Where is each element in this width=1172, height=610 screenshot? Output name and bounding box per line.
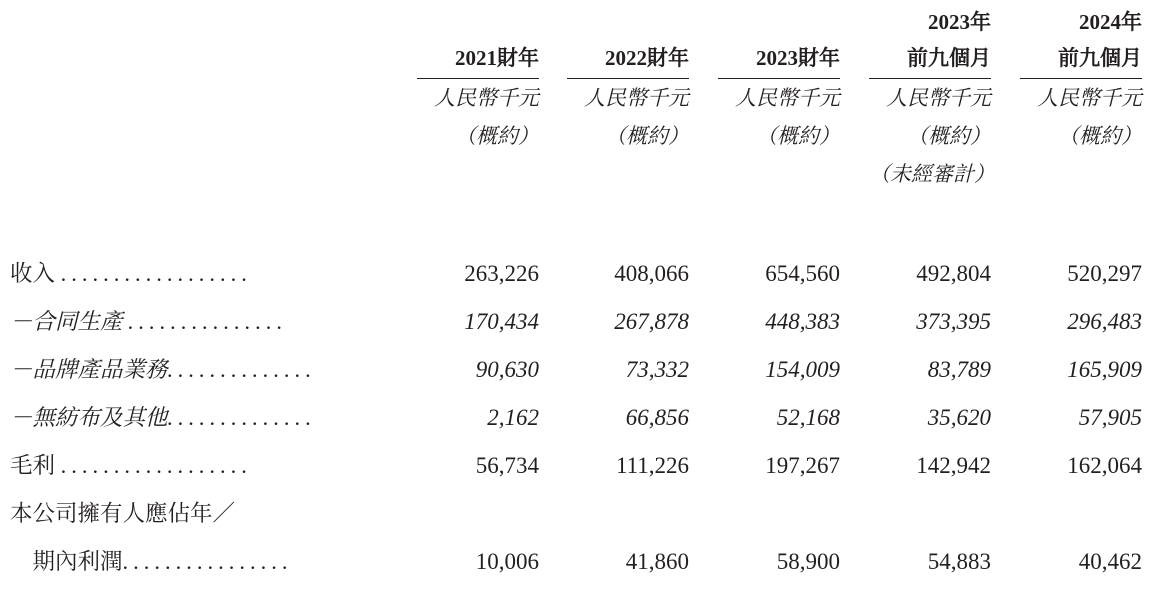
cell-contract-9m2024: 296,483 bbox=[1067, 309, 1142, 334]
row-label-gross-profit: 毛利 .................. bbox=[10, 453, 252, 478]
column-header-9m2023 bbox=[869, 6, 995, 193]
column-unit: 人民幣千元 bbox=[1037, 86, 1142, 110]
column-header-period: 2021財年 bbox=[455, 46, 539, 70]
column-unit: 人民幣千元 bbox=[735, 86, 840, 110]
cell-gross-profit-fy2021: 56,734 bbox=[475, 453, 539, 478]
row-label-profit-attributable-line1: 本公司擁有人應佔年／ bbox=[10, 501, 236, 526]
cell-net-profit-fy2021: 10,006 bbox=[475, 549, 539, 574]
row-label-contract-manufacturing: －合同生產 ............... bbox=[10, 309, 288, 334]
column-approx-note: （概約） bbox=[605, 124, 689, 148]
column-header-year: 2023年 bbox=[928, 10, 991, 34]
cell-nonwoven-fy2023: 52,168 bbox=[776, 405, 840, 430]
column-approx-note: （概約） bbox=[1058, 124, 1142, 148]
column-unaudited-note: （未經審計） bbox=[869, 162, 995, 186]
cell-branded-9m2023: 83,789 bbox=[927, 357, 991, 382]
cell-revenue-9m2023: 492,804 bbox=[916, 261, 991, 286]
cell-nonwoven-9m2024: 57,905 bbox=[1078, 405, 1142, 430]
row-label-nonwoven-other: －無紡布及其他.............. bbox=[10, 405, 317, 430]
column-header-period: 2023財年 bbox=[756, 46, 840, 70]
cell-gross-profit-9m2024: 162,064 bbox=[1067, 453, 1142, 478]
column-header-year: 2024年 bbox=[1079, 10, 1142, 34]
row-label-profit-attributable-line2: 期內利潤................ bbox=[10, 549, 293, 574]
cell-branded-fy2021: 90,630 bbox=[475, 357, 539, 382]
cell-revenue-fy2023: 654,560 bbox=[765, 261, 840, 286]
cell-revenue-fy2022: 408,066 bbox=[614, 261, 689, 286]
cell-gross-profit-9m2023: 142,942 bbox=[916, 453, 991, 478]
cell-net-profit-9m2024: 40,462 bbox=[1078, 549, 1142, 574]
cell-net-profit-fy2023: 58,900 bbox=[776, 549, 840, 574]
column-approx-note: （概約） bbox=[455, 124, 539, 148]
cell-gross-profit-fy2022: 111,226 bbox=[615, 453, 689, 478]
cell-branded-fy2022: 73,332 bbox=[625, 357, 689, 382]
cell-branded-fy2023: 154,009 bbox=[765, 357, 840, 382]
cell-gross-profit-fy2023: 197,267 bbox=[765, 453, 840, 478]
cell-nonwoven-fy2022: 66,856 bbox=[625, 405, 689, 430]
cell-net-profit-9m2023: 54,883 bbox=[927, 549, 991, 574]
row-label-revenue: 收入 .................. bbox=[10, 261, 252, 286]
column-header-period: 前九個月 bbox=[1058, 46, 1142, 70]
cell-contract-9m2023: 373,395 bbox=[916, 309, 991, 334]
column-header-fy2022 bbox=[567, 42, 689, 155]
cell-net-profit-fy2022: 41,860 bbox=[625, 549, 689, 574]
cell-contract-fy2023: 448,383 bbox=[765, 309, 840, 334]
row-label-branded-products: －品牌產品業務.............. bbox=[10, 357, 317, 382]
cell-contract-fy2021: 170,434 bbox=[464, 309, 539, 334]
column-unit: 人民幣千元 bbox=[434, 86, 539, 110]
column-header-9m2024 bbox=[1020, 6, 1142, 155]
column-approx-note: （概約） bbox=[907, 124, 991, 148]
cell-contract-fy2022: 267,878 bbox=[614, 309, 689, 334]
column-header-fy2023 bbox=[718, 42, 840, 155]
cell-nonwoven-9m2023: 35,620 bbox=[927, 405, 991, 430]
column-unit: 人民幣千元 bbox=[886, 86, 991, 110]
cell-branded-9m2024: 165,909 bbox=[1067, 357, 1142, 382]
column-header-period: 前九個月 bbox=[907, 46, 991, 70]
column-header-period: 2022財年 bbox=[605, 46, 689, 70]
cell-nonwoven-fy2021: 2,162 bbox=[487, 405, 539, 430]
column-unit: 人民幣千元 bbox=[584, 86, 689, 110]
cell-revenue-fy2021: 263,226 bbox=[464, 261, 539, 286]
column-approx-note: （概約） bbox=[756, 124, 840, 148]
column-header-fy2021 bbox=[417, 42, 539, 155]
cell-revenue-9m2024: 520,297 bbox=[1067, 261, 1142, 286]
